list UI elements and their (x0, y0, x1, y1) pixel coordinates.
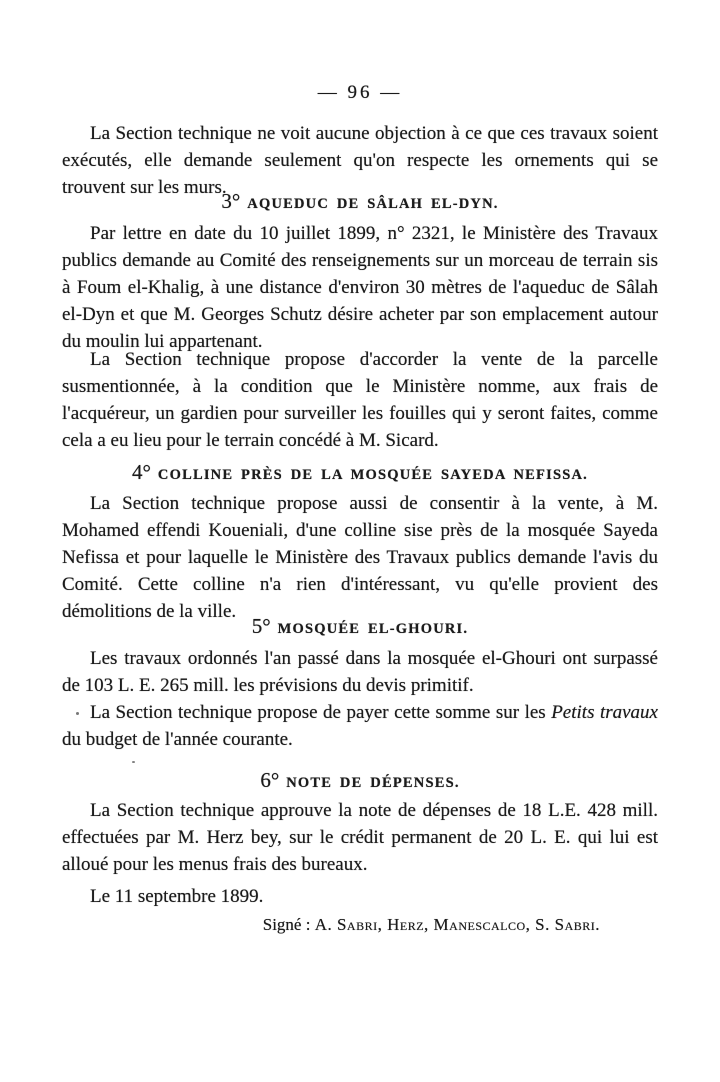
section-4-number: 4° (132, 460, 151, 484)
section-5-number: 5° (251, 614, 271, 638)
section-3-paragraph-1: Par lettre en date du 10 juillet 1899, n° 2321, le Ministère des Travaux publics demande au Comité des renseignements sur un morceau de terrain sis à Foum el-Khalig, à une distance d'environ 30 mètres de l'aqueduc de Sâlah el-Dyn et que M. Georges Schutz désire acheter par son emplacement autour du moulin lui appartenant. (62, 223, 658, 352)
section-3-number: 3° (221, 189, 241, 213)
section-4-heading (62, 459, 658, 486)
payment-note-italic: Petits travaux (551, 702, 658, 723)
section-6-heading (62, 767, 658, 794)
signature-prefix: Signé : (262, 915, 315, 934)
intro-paragraph: La Section technique ne voit aucune objection à ce que ces travaux soient exécutés, elle demande seulement qu'on respecte les ornements qui se trouvent sur les murs. (62, 123, 658, 198)
section-3-heading (62, 188, 658, 215)
payment-note-pre: La Section technique propose de payer cette somme sur les (90, 702, 552, 723)
section-5-paragraph-2 (62, 699, 658, 753)
page-number: — 96 — (317, 82, 403, 103)
section-6-number: 6° (260, 768, 280, 792)
section-4-paragraph-1: La Section technique propose aussi de consentir à la vente, à M. Mohamed effendi Koueniali, d'une colline sise près de la mosquée Sayeda Nefissa et pour laquelle le Ministère des Travaux publics demande l'avis du Comité. Cette colline n'a rien d'intéressant, vu qu'elle provient des démolitions de la ville. (62, 493, 658, 622)
section-3-paragraph-2: La Section technique propose d'accorder la vente de la parcelle susmentionnée, à la condition que le Ministère nomme, aux frais de l'acquéreur, un gardien pour surveiller les fouilles qui y seront faites, comme cela a eu lieu pour le terrain concédé à M. Sicard. (62, 349, 658, 451)
date-line: Le 11 septembre 1899. (90, 886, 264, 907)
section-5-title: MOSQUÉE EL-GHOURI. (277, 621, 469, 637)
scan-speck (132, 761, 135, 763)
payment-note-post: du budget de l'année courante. (62, 729, 293, 750)
section-5-heading (62, 613, 658, 640)
section-3-title: AQUEDUC DE SÂLAH EL-DYN. (247, 196, 499, 212)
section-5-paragraph-1: Les travaux ordonnés l'an passé dans la mosquée el-Ghouri ont surpassé de 103 L. E. 265 mill. les prévisions du devis primitif. (62, 648, 658, 696)
section-6-paragraph-1: La Section technique approuve la note de dépenses de 18 L.E. 428 mill. effectuées par M. Herz bey, sur le crédit permanent de 20 L. E. qui lui est alloué pour les menus frais des bureaux. (62, 800, 658, 875)
section-4-title: COLLINE PRÈS DE LA MOSQUÉE SAYEDA NEFISSA. (157, 467, 588, 483)
section-6-title: NOTE DE DÉPENSES. (286, 775, 460, 791)
signature-line (62, 913, 658, 937)
scan-speck (76, 712, 79, 715)
signature-names: A. Sabri, Herz, Manescalco, S. Sabri. (314, 915, 600, 934)
